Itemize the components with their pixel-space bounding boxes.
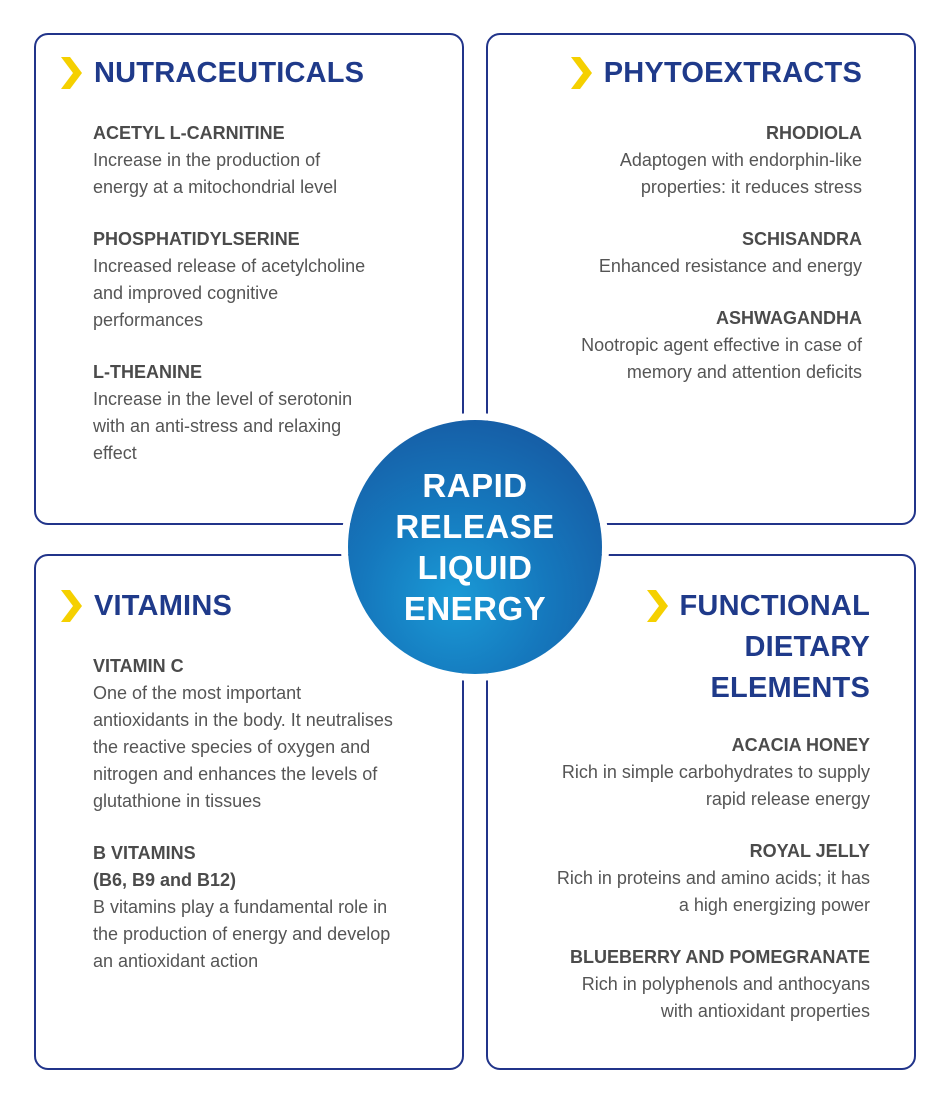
functional-elements-list [500,732,870,1050]
list-item [500,838,870,919]
functional-elements-title: FUNCTIONAL DIETARY ELEMENTS [679,590,870,704]
vitamins-title: VITAMINS [94,590,233,622]
item-name: SCHISANDRA [741,229,862,249]
center-badge [348,420,602,674]
functional-elements-heading [644,586,870,709]
item-name: L-THEANINE [93,362,202,382]
item-description: Adaptogen with endorphin-like properties: it reduces stress [619,150,862,197]
list-item [500,944,870,1025]
item-description: Rich in simple carbohydrates to supply rapid release energy [561,762,870,809]
vitamins-heading [58,586,232,627]
list-item [502,305,862,386]
list-item [93,840,458,975]
item-name: RHODIOLA [766,123,862,143]
item-description: Rich in polyphenols and anthocyans with antioxidant properties [581,974,870,1021]
list-item [93,226,453,334]
item-description: Increase in the level of serotonin with an anti-stress and relaxing effect [93,389,353,463]
chevron-right-icon [58,55,84,91]
list-item [93,120,453,201]
item-name: BLUEBERRY AND POMEGRANATE [569,947,870,967]
nutraceuticals-list [93,120,453,492]
chevron-right-icon [58,588,84,624]
item-description: Rich in proteins and amino acids; it has a high energizing power [556,868,870,915]
nutraceuticals-title: NUTRACEUTICALS [94,57,365,89]
chevron-right-icon [568,55,594,91]
item-name: ASHWAGANDHA [716,308,862,328]
phytoextracts-list [502,120,862,411]
nutraceuticals-heading [58,53,364,94]
phytoextracts-heading [568,53,862,94]
list-item [502,226,862,280]
item-name: ROYAL JELLY [749,841,870,861]
badge-text: RAPID RELEASE LIQUID ENERGY [395,467,555,627]
item-name: ACACIA HONEY [731,735,870,755]
item-description: Nootropic agent effective in case of memory and attention deficits [581,335,862,382]
item-name: VITAMIN C [93,656,184,676]
vitamins-list [93,653,458,1000]
item-description: Increase in the production of energy at a mitochondrial level [93,150,338,197]
item-description: Enhanced resistance and energy [598,256,862,276]
item-description: B vitamins play a fundamental role in the production of energy and develop an antioxidant action [93,897,391,971]
item-name: PHOSPHATIDYLSERINE [93,229,300,249]
list-item [500,732,870,813]
item-name: B VITAMINS (B6, B9 and B12) [93,843,237,890]
item-name: ACETYL L-CARNITINE [93,123,285,143]
list-item [93,653,458,815]
chevron-right-icon [644,588,670,624]
list-item [502,120,862,201]
item-description: One of the most important antioxidants in the body. It neutralises the reactive species of oxygen and nitrogen and enhances the levels of glutathione in tissues [93,683,393,811]
item-description: Increased release of acetylcholine and improved cognitive performances [93,256,366,330]
phytoextracts-title: PHYTOEXTRACTS [603,57,862,89]
